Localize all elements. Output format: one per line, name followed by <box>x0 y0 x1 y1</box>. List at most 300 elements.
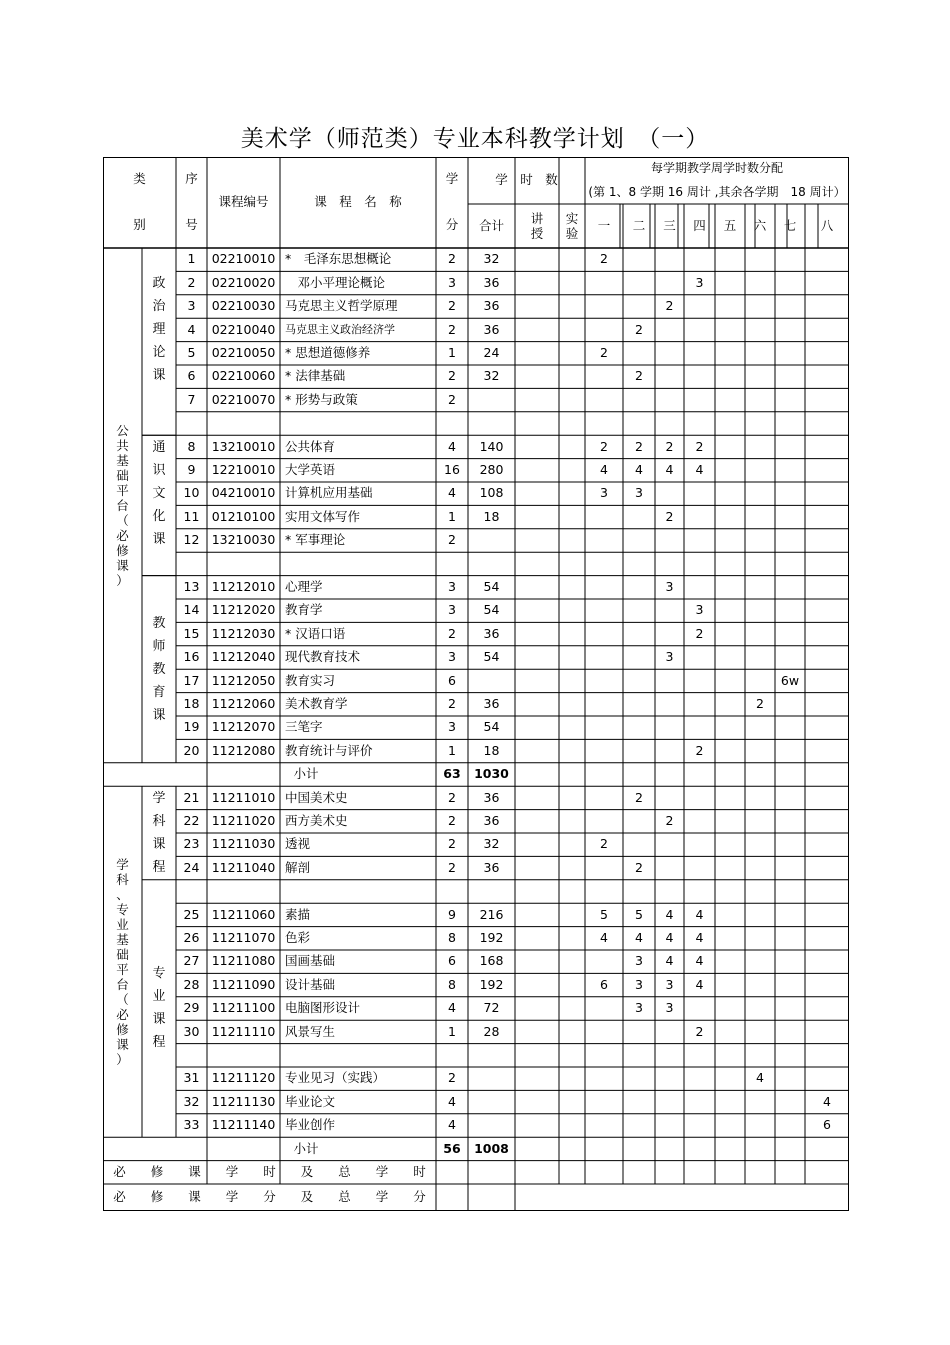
row-lab-hours <box>559 1067 585 1090</box>
row-credit <box>436 552 468 575</box>
row-semester-5 <box>715 622 745 645</box>
row-semester-6 <box>745 927 775 950</box>
row-lecture-hours <box>515 622 559 645</box>
row-semester-8 <box>805 810 849 833</box>
row-seq: 23 <box>183 836 200 852</box>
row-semester-6 <box>745 505 775 528</box>
group-subject <box>142 786 176 880</box>
row-total-hours: 280 <box>479 462 504 478</box>
vertical-char: 课 <box>152 532 166 548</box>
row-course-code: 11212060 <box>211 696 276 712</box>
row-semester-6 <box>745 669 775 692</box>
row-semester-4: 2 <box>695 625 704 641</box>
row-semester-7 <box>775 271 805 294</box>
row-credit: 4 <box>448 438 456 454</box>
row-semester-4: 2 <box>695 742 704 758</box>
row-total-hours: 36 <box>483 789 500 805</box>
vertical-char: 学 <box>116 856 129 872</box>
row-semester-3 <box>655 552 684 575</box>
row-lecture-hours <box>515 739 559 762</box>
row-lab-hours <box>559 576 585 599</box>
row-lecture-hours <box>515 903 559 926</box>
row-lecture-hours <box>515 459 559 482</box>
row-lecture-hours <box>515 529 559 552</box>
row-semester-6 <box>745 599 775 622</box>
row-total-hours: 32 <box>483 368 500 384</box>
row-lab-hours <box>559 552 585 575</box>
row-seq <box>176 552 207 575</box>
row-semester-8 <box>805 927 849 950</box>
row-lab-hours <box>559 950 585 973</box>
row-lab-hours <box>559 833 585 856</box>
teaching-plan-table <box>103 157 849 1211</box>
row-semester-8 <box>805 833 849 856</box>
row-lecture-hours <box>515 927 559 950</box>
row-semester-4 <box>684 295 715 318</box>
vertical-char: 程 <box>152 859 166 875</box>
row-semester-5 <box>715 599 745 622</box>
row-lecture-hours <box>515 342 559 365</box>
row-semester-3: 2 <box>665 298 674 314</box>
header-lecture <box>515 204 559 248</box>
row-semester-7 <box>775 693 805 716</box>
row-semester-4 <box>684 365 715 388</box>
row-seq: 8 <box>187 438 196 454</box>
row-semester-3 <box>655 833 684 856</box>
row-semester-6 <box>745 973 775 996</box>
row-semester-5 <box>715 973 745 996</box>
row-semester-5 <box>715 505 745 528</box>
row-lab-hours <box>559 739 585 762</box>
group-politics <box>142 248 176 412</box>
row-semester-8 <box>805 505 849 528</box>
subtotal-label: 小计 <box>293 766 319 782</box>
row-semester-3 <box>655 1090 684 1113</box>
row-semester-4 <box>684 482 715 505</box>
row-semester-3: 3 <box>665 976 674 992</box>
row-credit: 2 <box>448 789 456 805</box>
row-lab-hours <box>559 927 585 950</box>
row-semester-3: 2 <box>665 813 674 829</box>
row-semester-8 <box>805 669 849 692</box>
vertical-char: 实 <box>565 211 579 226</box>
row-credit: 4 <box>448 1093 456 1109</box>
row-semester-3 <box>655 248 684 271</box>
row-seq: 6 <box>187 368 196 384</box>
subtotal-total: 1030 <box>474 766 509 782</box>
row-semester-8 <box>805 342 849 365</box>
row-semester-6 <box>745 646 775 669</box>
row-semester-6 <box>745 318 775 341</box>
row-semester-3: 3 <box>665 1000 674 1016</box>
row-lab-hours <box>559 1090 585 1113</box>
row-seq <box>176 412 207 435</box>
row-course-code: 11211040 <box>211 859 276 875</box>
row-semester-5 <box>715 1044 745 1067</box>
header-semester-8: 八 <box>820 217 834 233</box>
row-lab-hours <box>559 693 585 716</box>
row-seq: 33 <box>183 1117 200 1133</box>
row-course-code: 02210070 <box>211 391 276 407</box>
row-semester-4 <box>684 810 715 833</box>
row-lab-hours <box>559 342 585 365</box>
row-semester-3: 3 <box>665 649 674 665</box>
row-semester-5 <box>715 459 745 482</box>
row-total-hours <box>468 880 515 903</box>
row-semester-1 <box>585 880 623 903</box>
row-semester-8 <box>805 388 849 411</box>
row-semester-3: 4 <box>665 953 674 969</box>
vertical-char: 础 <box>116 467 129 483</box>
row-course-code: 11212080 <box>211 742 276 758</box>
row-semester-1 <box>585 1067 623 1090</box>
row-semester-7 <box>775 786 805 809</box>
vertical-char: 授 <box>530 226 544 241</box>
row-semester-7 <box>775 903 805 926</box>
row-course-name: 公共体育 <box>285 438 336 454</box>
row-semester-2 <box>623 739 655 762</box>
vertical-char: 课 <box>116 557 129 573</box>
row-semester-4: 4 <box>695 953 704 969</box>
row-seq: 24 <box>183 859 200 875</box>
vertical-char: 学 <box>152 790 166 806</box>
row-semester-6 <box>745 716 775 739</box>
vertical-char: 础 <box>116 946 129 962</box>
row-semester-3 <box>655 1020 684 1043</box>
row-lab-hours <box>559 880 585 903</box>
row-semester-5 <box>715 880 745 903</box>
row-semester-8 <box>805 576 849 599</box>
row-seq: 3 <box>187 298 196 314</box>
row-semester-6 <box>745 388 775 411</box>
row-lab-hours <box>559 435 585 458</box>
row-lecture-hours <box>515 1090 559 1113</box>
row-course-name: * 军事理论 <box>285 532 346 548</box>
row-semester-8 <box>805 903 849 926</box>
row-semester-2 <box>623 693 655 716</box>
row-seq: 12 <box>183 532 200 548</box>
row-semester-6 <box>745 342 775 365</box>
row-semester-8 <box>805 552 849 575</box>
row-seq: 16 <box>183 649 200 665</box>
row-semester-4 <box>684 412 715 435</box>
row-course-code: 11211090 <box>211 976 276 992</box>
row-semester-5 <box>715 810 745 833</box>
row-lab-hours <box>559 856 585 879</box>
row-semester-4: 3 <box>695 274 704 290</box>
row-total-hours: 36 <box>483 274 500 290</box>
row-total-hours: 24 <box>483 345 500 361</box>
vertical-char: ） <box>116 572 129 588</box>
row-semester-5 <box>715 529 745 552</box>
row-semester-7 <box>775 950 805 973</box>
vertical-char: （ <box>116 512 129 528</box>
row-lecture-hours <box>515 1044 559 1067</box>
row-semester-3 <box>655 412 684 435</box>
row-semester-1: 2 <box>600 345 608 361</box>
row-lecture-hours <box>515 833 559 856</box>
row-semester-3: 2 <box>665 438 674 454</box>
row-semester-5 <box>715 552 745 575</box>
row-semester-3 <box>655 880 684 903</box>
row-semester-7 <box>775 459 805 482</box>
row-semester-6: 2 <box>756 696 764 712</box>
row-course-name: 教育实习 <box>285 672 336 688</box>
row-seq: 13 <box>183 579 200 595</box>
row-total-hours: 36 <box>483 859 500 875</box>
row-seq: 7 <box>187 391 196 407</box>
row-semester-8 <box>805 622 849 645</box>
row-semester-5 <box>715 365 745 388</box>
row-semester-1: 2 <box>600 438 608 454</box>
row-semester-1 <box>585 1090 623 1113</box>
row-semester-4 <box>684 693 715 716</box>
row-credit: 3 <box>448 649 456 665</box>
vertical-char: 师 <box>152 638 166 654</box>
row-semester-3: 4 <box>665 930 674 946</box>
row-course-code: 11211130 <box>211 1093 276 1109</box>
row-course-name: 中国美术史 <box>285 789 348 805</box>
row-course-code: 11212050 <box>211 672 276 688</box>
vertical-char: 修 <box>116 1021 129 1037</box>
row-semester-5 <box>715 435 745 458</box>
row-semester-5 <box>715 482 745 505</box>
row-total-hours <box>468 1090 515 1113</box>
row-course-code: 02210040 <box>211 321 276 337</box>
row-semester-8 <box>805 599 849 622</box>
row-semester-6 <box>745 739 775 762</box>
row-semester-6 <box>745 1020 775 1043</box>
row-semester-3 <box>655 599 684 622</box>
vertical-char: 公 <box>116 422 129 438</box>
row-semester-6 <box>745 365 775 388</box>
row-semester-8 <box>805 318 849 341</box>
row-course-code: 11212070 <box>211 719 276 735</box>
row-seq: 30 <box>183 1023 200 1039</box>
row-course-name: 教育学 <box>285 602 323 618</box>
footer-hours-label: 必 修 课 学 时 及 总 学 时 <box>113 1164 426 1180</box>
row-semester-1: 6 <box>600 976 608 992</box>
row-semester-6 <box>745 435 775 458</box>
row-semester-6 <box>745 950 775 973</box>
row-total-hours: 54 <box>483 719 500 735</box>
row-lab-hours <box>559 1044 585 1067</box>
row-credit: 16 <box>444 462 460 478</box>
header-semester-5: 五 <box>723 217 737 233</box>
row-lab-hours <box>559 459 585 482</box>
row-course-name: 邓小平理论概论 <box>285 274 386 290</box>
row-course-code: 11211060 <box>211 906 276 922</box>
row-semester-5 <box>715 669 745 692</box>
vertical-char: 课 <box>152 836 166 852</box>
row-semester-7 <box>775 599 805 622</box>
row-semester-5 <box>715 1020 745 1043</box>
row-semester-5 <box>715 950 745 973</box>
vertical-char: （ <box>116 991 129 1007</box>
row-semester-7 <box>775 833 805 856</box>
row-semester-2 <box>623 342 655 365</box>
row-lecture-hours <box>515 365 559 388</box>
group-major <box>142 880 176 1137</box>
row-course-code: 02210060 <box>211 368 276 384</box>
row-semester-2 <box>623 622 655 645</box>
row-semester-8 <box>805 1044 849 1067</box>
row-semester-1: 4 <box>600 462 608 478</box>
row-semester-3 <box>655 693 684 716</box>
row-course-name: 素描 <box>285 906 311 922</box>
row-seq: 11 <box>183 508 200 524</box>
row-course-name: 西方美术史 <box>285 813 348 829</box>
row-seq: 26 <box>183 930 200 946</box>
row-total-hours: 54 <box>483 649 500 665</box>
row-semester-2 <box>623 505 655 528</box>
row-seq: 31 <box>183 1070 200 1086</box>
row-semester-6 <box>745 1114 775 1137</box>
row-semester-2: 4 <box>635 462 643 478</box>
row-credit: 1 <box>448 742 456 758</box>
row-lecture-hours <box>515 693 559 716</box>
row-seq: 4 <box>187 321 196 337</box>
subtotal-total: 1008 <box>474 1140 509 1156</box>
row-semester-7 <box>775 927 805 950</box>
row-course-code: 11212010 <box>211 579 276 595</box>
row-lecture-hours <box>515 412 559 435</box>
row-course-code: 04210010 <box>211 485 276 501</box>
row-lab-hours <box>559 622 585 645</box>
vertical-char: 课 <box>152 368 166 384</box>
row-semester-1: 4 <box>600 930 608 946</box>
row-lab-hours <box>559 786 585 809</box>
row-course-code <box>207 1044 280 1067</box>
row-semester-8 <box>805 880 849 903</box>
row-total-hours <box>468 412 515 435</box>
row-course-name: 马克思主义哲学原理 <box>285 298 398 314</box>
subtotal-label: 小计 <box>293 1140 319 1156</box>
row-semester-5 <box>715 997 745 1020</box>
row-semester-2 <box>623 880 655 903</box>
row-seq: 10 <box>183 485 200 501</box>
row-semester-6 <box>745 810 775 833</box>
row-lab-hours <box>559 318 585 341</box>
row-semester-2 <box>623 529 655 552</box>
header-category: 类 <box>133 171 146 187</box>
row-semester-8 <box>805 856 849 879</box>
header-semester-4: 四 <box>693 217 706 233</box>
row-semester-3 <box>655 529 684 552</box>
row-total-hours: 216 <box>479 906 504 922</box>
row-lab-hours <box>559 716 585 739</box>
row-semester-7 <box>775 412 805 435</box>
row-course-code <box>207 880 280 903</box>
row-course-code <box>207 552 280 575</box>
row-semester-2 <box>623 412 655 435</box>
vertical-char: 必 <box>116 527 129 543</box>
row-semester-7 <box>775 318 805 341</box>
row-course-code: 11211010 <box>211 789 276 805</box>
row-semester-6 <box>745 529 775 552</box>
row-total-hours <box>468 1044 515 1067</box>
row-semester-2 <box>623 810 655 833</box>
row-semester-1 <box>585 365 623 388</box>
row-semester-2 <box>623 1090 655 1113</box>
row-course-name: 色彩 <box>285 930 311 946</box>
row-semester-6 <box>745 271 775 294</box>
row-lecture-hours <box>515 295 559 318</box>
row-course-name: * 毛泽东思想概论 <box>285 251 392 267</box>
row-semester-8: 4 <box>823 1093 831 1109</box>
row-semester-2 <box>623 1044 655 1067</box>
row-semester-5 <box>715 856 745 879</box>
row-credit: 2 <box>448 859 456 875</box>
row-semester-6 <box>745 412 775 435</box>
row-credit: 1 <box>448 1023 456 1039</box>
header-distribution-note: (第 1、8 学期 16 周计 ,其余各学期 18 周计） <box>588 184 846 199</box>
row-lab-hours <box>559 482 585 505</box>
row-course-code: 11211100 <box>211 1000 276 1016</box>
row-total-hours <box>468 529 515 552</box>
header-hours: 学 时 数 <box>495 172 558 188</box>
row-semester-8 <box>805 459 849 482</box>
row-lecture-hours <box>515 880 559 903</box>
row-semester-3 <box>655 739 684 762</box>
row-semester-3: 4 <box>665 906 674 922</box>
row-semester-6 <box>745 622 775 645</box>
row-course-name <box>280 552 436 575</box>
row-semester-2 <box>623 295 655 318</box>
row-semester-7 <box>775 576 805 599</box>
row-seq: 5 <box>187 345 196 361</box>
row-lab-hours <box>559 973 585 996</box>
group-public-platform <box>103 248 142 763</box>
row-semester-6 <box>745 833 775 856</box>
row-total-hours <box>468 388 515 411</box>
row-semester-3 <box>655 786 684 809</box>
row-lab-hours <box>559 271 585 294</box>
row-semester-2 <box>623 669 655 692</box>
row-seq: 20 <box>183 742 200 758</box>
row-semester-2: 2 <box>635 859 643 875</box>
vertical-char: 平 <box>116 482 129 498</box>
row-semester-8: 6 <box>823 1117 831 1133</box>
row-semester-4: 4 <box>695 930 704 946</box>
row-semester-5 <box>715 646 745 669</box>
vertical-char: 治 <box>152 299 166 315</box>
row-semester-1 <box>585 646 623 669</box>
row-semester-8 <box>805 950 849 973</box>
row-seq: 19 <box>183 719 200 735</box>
header-total: 合计 <box>478 217 504 233</box>
row-seq: 22 <box>183 813 200 829</box>
header-credit: 学 <box>445 171 459 187</box>
row-credit: 4 <box>448 1117 456 1133</box>
row-credit: 3 <box>448 579 456 595</box>
row-lab-hours <box>559 529 585 552</box>
row-semester-2 <box>623 599 655 622</box>
row-seq: 28 <box>183 976 200 992</box>
row-semester-7 <box>775 505 805 528</box>
row-total-hours: 192 <box>479 930 504 946</box>
vertical-char: 理 <box>152 322 166 338</box>
row-lecture-hours <box>515 669 559 692</box>
row-course-name: 心理学 <box>285 579 323 595</box>
row-semester-6 <box>745 459 775 482</box>
row-semester-4: 3 <box>695 602 704 618</box>
row-semester-3 <box>655 318 684 341</box>
row-semester-1 <box>585 716 623 739</box>
row-semester-7 <box>775 529 805 552</box>
row-lab-hours <box>559 810 585 833</box>
row-total-hours: 54 <box>483 602 500 618</box>
